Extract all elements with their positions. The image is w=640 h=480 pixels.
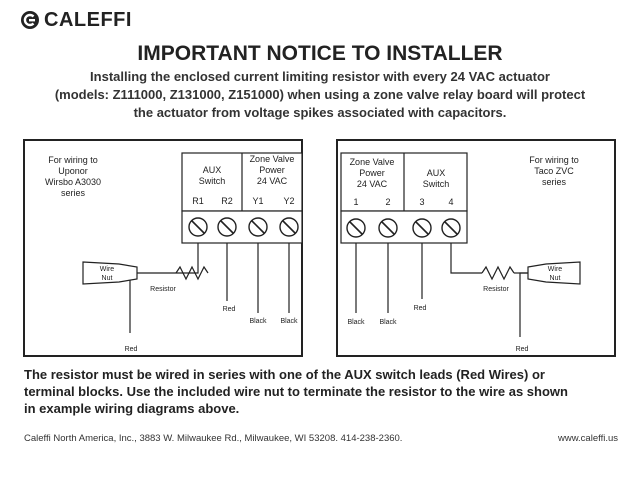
caleffi-logo-icon — [20, 10, 40, 30]
terminal-screw-icon — [280, 218, 298, 236]
terminal-label: 2 — [385, 197, 391, 207]
note-line: in example wiring diagrams above. — [24, 401, 240, 416]
footer-url: www.caleffi.us — [557, 433, 618, 444]
wire-nut-label: Nut — [101, 275, 113, 282]
aux-header: Switch — [198, 176, 226, 186]
power-header: Power — [359, 168, 385, 178]
red-wire-from-nut — [130, 273, 138, 333]
terminal-screw-icon — [218, 218, 236, 236]
aux-header: Switch — [422, 179, 450, 189]
power-header: 24 VAC — [356, 179, 388, 189]
intro-line: the actuator from voltage spikes associated with capacitors. — [133, 105, 507, 120]
diagram-description-line: Taco ZVC — [534, 166, 574, 176]
diagram-description-line: For wiring to — [48, 155, 98, 165]
aux-header: AUX — [202, 165, 222, 175]
power-header: Zone Valve — [249, 154, 295, 164]
right-wiring-diagram — [336, 139, 616, 357]
aux-header: AUX — [426, 168, 446, 178]
power-header: Power — [259, 165, 285, 175]
black-wire-label: Black — [249, 318, 267, 325]
terminal-screw-icon — [379, 219, 397, 237]
resistor-icon — [482, 267, 514, 279]
power-header: 24 VAC — [256, 176, 288, 186]
red-wire-label: Red — [515, 346, 529, 353]
red-wire-label: Red — [124, 346, 138, 353]
diagram-description-line: Wirsbo A3030 — [44, 177, 102, 187]
red-wire-label: Red — [222, 306, 236, 313]
terminal-screw-icon — [347, 219, 365, 237]
terminal-4-wire — [451, 243, 482, 273]
terminal-label: R2 — [221, 196, 233, 206]
terminal-label: R1 — [192, 196, 204, 206]
left-diagram-drawing — [25, 141, 305, 359]
brand-name: CALEFFI — [44, 9, 132, 31]
terminal-screw-icon — [249, 218, 267, 236]
red-wire-label: Red — [413, 305, 427, 312]
power-header: Zone Valve — [349, 157, 395, 167]
note-line: terminal blocks. Use the included wire nut to terminate the resistor to the wire as shown — [24, 384, 568, 399]
installation-note — [24, 366, 624, 417]
black-wire-label: Black — [379, 319, 397, 326]
left-wiring-diagram — [23, 139, 303, 357]
diagram-description-line: series — [541, 177, 567, 187]
diagram-description-line: For wiring to — [529, 155, 579, 165]
diagram-description-line: series — [60, 188, 86, 198]
terminal-screw-icon — [189, 218, 207, 236]
terminal-screw-icon — [413, 219, 431, 237]
terminal-label: 3 — [419, 197, 425, 207]
wire-nut-label: Nut — [549, 275, 561, 282]
page-title: IMPORTANT NOTICE TO INSTALLER — [137, 42, 503, 65]
terminal-label: 4 — [448, 197, 454, 207]
black-wire-label: Black — [280, 318, 298, 325]
caleffi-logo — [20, 10, 132, 30]
intro-line: Installing the enclosed current limiting resistor with every 24 VAC actuator — [90, 69, 550, 84]
black-wire-label: Black — [347, 319, 365, 326]
intro-line: (models: Z111000, Z131000, Z151000) when using a zone valve relay board will protect — [54, 87, 586, 102]
right-diagram-drawing — [338, 141, 618, 359]
diagram-description-line: Uponor — [58, 166, 88, 176]
wire-nut-label: Wire — [99, 266, 115, 273]
note-line: The resistor must be wired in series with one of the AUX switch leads (Red Wires) or — [24, 367, 545, 382]
intro-text — [20, 68, 620, 122]
terminal-screw-icon — [442, 219, 460, 237]
red-wire-from-nut — [520, 273, 528, 337]
terminal-label: 1 — [353, 197, 359, 207]
terminal-label: Y2 — [283, 196, 295, 206]
footer-address: Caleffi North America, Inc., 3883 W. Milwaukee Rd., Milwaukee, WI 53208. 414-238-2360. — [24, 433, 403, 444]
resistor-label: Resistor — [150, 286, 176, 293]
resistor-label: Resistor — [483, 286, 509, 293]
terminal-label: Y1 — [252, 196, 264, 206]
wire-nut-label: Wire — [547, 266, 563, 273]
